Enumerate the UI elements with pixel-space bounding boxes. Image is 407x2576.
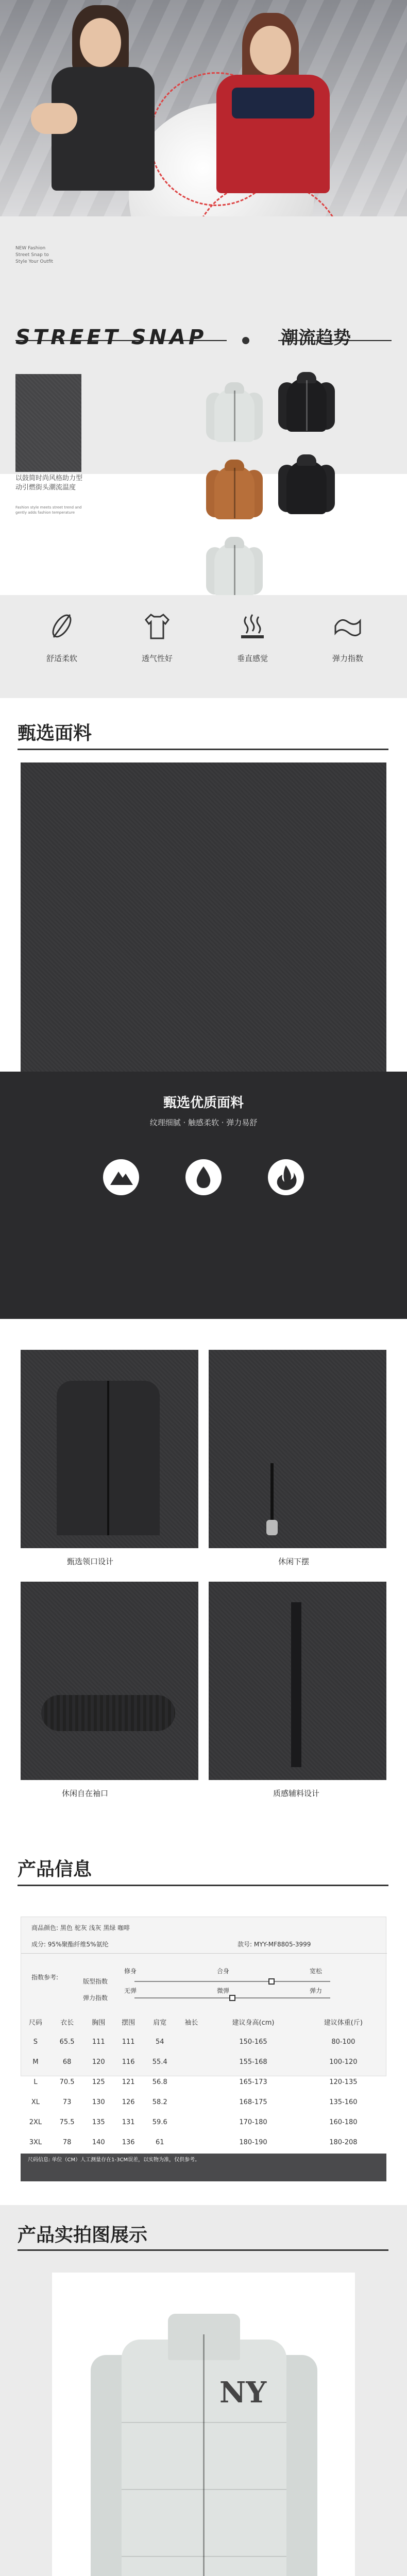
feature-row xyxy=(0,595,407,698)
index-right-label: 宽松 xyxy=(310,1968,323,1975)
snap-intro-line: NEW Fashion xyxy=(15,246,46,251)
size-table-cell: 3XL xyxy=(29,2139,42,2146)
feature-label: 舒适柔软 xyxy=(46,654,77,663)
size-table-cell: 155-168 xyxy=(239,2058,267,2066)
table-row xyxy=(21,2112,386,2132)
detail-trim-image xyxy=(209,1582,386,1780)
size-table-cell: 100-120 xyxy=(329,2058,358,2066)
size-table-cell: 165-173 xyxy=(239,2078,267,2086)
fabric-feature-panel xyxy=(0,1072,407,1319)
table-row xyxy=(21,2032,386,2052)
size-table-cell: 120 xyxy=(92,2058,105,2066)
street-snap-section xyxy=(0,216,407,515)
fabric-swatch xyxy=(15,374,81,472)
index-heading: 指数参考: xyxy=(31,1974,59,1981)
size-table-cell xyxy=(176,2052,206,2072)
index-mid-label: 合身 xyxy=(217,1968,230,1975)
size-table-cell: 180-208 xyxy=(329,2139,358,2146)
size-table-cell: 131 xyxy=(122,2119,135,2126)
snap-dot xyxy=(242,337,249,344)
jacket-light-photo: NY xyxy=(91,2293,317,2576)
hero-banner xyxy=(0,0,407,216)
size-table-cell: 59.6 xyxy=(152,2119,167,2126)
table-row xyxy=(21,2132,386,2153)
size-table-cell: XL xyxy=(31,2098,40,2106)
fabric-header-bar xyxy=(18,749,388,750)
size-tip: 尺码信息: 单位（CM）人工测量存在1-3CM误差，以实物为准，仅供参考。 xyxy=(21,2154,386,2181)
size-table-cell: 135 xyxy=(92,2119,105,2126)
snap-intro xyxy=(15,245,118,265)
feature-drape xyxy=(206,611,299,664)
size-table-cell: 116 xyxy=(122,2058,135,2066)
detail-label: 休闲自在袖口 xyxy=(62,1789,109,1798)
stretch-left-label: 无弹 xyxy=(124,1987,137,1994)
table-row xyxy=(21,2072,386,2092)
size-table-cell: 80-100 xyxy=(331,2038,355,2046)
size-table-cell: 68 xyxy=(62,2058,72,2066)
size-table-cell: 75.5 xyxy=(59,2119,75,2126)
detail-cuff-image xyxy=(21,1582,198,1780)
feature-label: 弹力指数 xyxy=(332,654,363,663)
fabric-closeup xyxy=(21,762,386,1072)
photo-header-title: 产品实拍图展示 xyxy=(18,2225,148,2246)
stretch-mid-label: 微弹 xyxy=(217,1987,230,1994)
snap-title-cn: 潮流趋势 xyxy=(281,328,351,348)
mountain-icon xyxy=(103,1159,139,1195)
size-table-header-cell: 摆围 xyxy=(122,2019,135,2027)
drop-icon xyxy=(185,1159,222,1195)
photo-card-light xyxy=(52,2272,355,2576)
size-table-cell: 55.4 xyxy=(152,2058,167,2066)
detail-hem-image xyxy=(209,1350,386,1548)
product-info-header xyxy=(0,1855,407,1891)
size-table-cell: M xyxy=(32,2058,39,2066)
feather-icon xyxy=(46,611,77,641)
stretch-index-knob xyxy=(229,1995,235,2001)
size-table-header-cell: 尺码 xyxy=(28,2019,42,2027)
fabric-caption-sub: 纹理细腻 · 触感柔软 · 弹力易舒 xyxy=(149,1118,258,1127)
size-table-cell: 160-180 xyxy=(329,2119,358,2126)
photo-header-bar xyxy=(18,2249,388,2251)
thumb-jacket-black xyxy=(278,371,335,433)
detail-label: 休闲下摆 xyxy=(278,1557,310,1566)
size-table-cell xyxy=(176,2112,206,2132)
size-table-header xyxy=(21,2012,386,2032)
color-row xyxy=(31,1923,397,1932)
size-table-cell xyxy=(176,2092,206,2112)
size-table-cell xyxy=(176,2072,206,2092)
size-table-cell: 121 xyxy=(122,2078,135,2086)
stretch-icon xyxy=(332,611,363,641)
shirt-icon xyxy=(142,611,173,641)
fit-index-slider xyxy=(134,1981,330,1982)
material-value: 95%聚酯纤维5%氨纶 xyxy=(47,1941,109,1948)
product-info-bar xyxy=(18,1885,388,1886)
feature-breathable xyxy=(111,611,204,664)
swatch-subtext: Fashion style meets street trend and gently adds fashion temperature xyxy=(15,505,82,515)
stretch-right-label: 弹力 xyxy=(310,1987,323,1994)
size-table-cell: 70.5 xyxy=(59,2078,75,2086)
color-label: 商品颜色: xyxy=(31,1924,59,1931)
size-table-cell: 135-160 xyxy=(329,2098,358,2106)
table-row xyxy=(21,2092,386,2112)
snap-intro-line: Style Your Outfit xyxy=(15,259,54,264)
size-table-cell: 65.5 xyxy=(59,2038,75,2046)
feature-soft xyxy=(15,611,108,664)
size-table-cell: 150-165 xyxy=(239,2038,267,2046)
fit-index-name: 版型指数 xyxy=(83,1978,108,1985)
fabric-header-title: 甄选面料 xyxy=(18,723,92,744)
stretch-index-name: 弹力指数 xyxy=(83,1994,108,2002)
size-table-cell: 140 xyxy=(92,2139,105,2146)
size-table-cell: 54 xyxy=(155,2038,164,2046)
flame-icon xyxy=(268,1159,304,1195)
size-table-header-cell: 胸围 xyxy=(92,2019,106,2027)
thumb-jacket-light-2 xyxy=(206,536,263,598)
thumb-jacket-camel xyxy=(206,459,263,520)
detail-label: 甄选领口设计 xyxy=(67,1557,114,1566)
size-table-header-cell: 袖长 xyxy=(184,2019,198,2027)
size-table-header-cell: 建议体重(斤) xyxy=(324,2019,363,2027)
color-value: 黑色 驼灰 浅灰 黑绿 咖啡 xyxy=(60,1924,130,1931)
photo-header xyxy=(0,2221,407,2257)
feature-label: 垂直感觉 xyxy=(236,654,268,663)
size-table-cell: 180-190 xyxy=(239,2139,267,2146)
size-table-cell: 125 xyxy=(92,2078,105,2086)
size-table-header-cell: 肩宽 xyxy=(153,2019,167,2027)
size-table-cell: 56.8 xyxy=(152,2078,167,2086)
table-row xyxy=(21,2052,386,2072)
size-table-cell xyxy=(176,2032,206,2052)
snap-intro-line: Street Snap to xyxy=(15,252,49,258)
snap-title-en: STREET SNAP xyxy=(15,326,207,349)
size-table xyxy=(21,2012,386,2153)
detail-label: 质感辅料设计 xyxy=(273,1789,320,1798)
size-table-cell: 73 xyxy=(62,2098,72,2106)
fabric-header xyxy=(0,719,407,760)
size-table-header-cell: 衣长 xyxy=(60,2019,74,2027)
size-table-cell: 136 xyxy=(122,2139,135,2146)
stretch-index-slider xyxy=(134,1997,330,1998)
size-table-cell: 130 xyxy=(92,2098,105,2106)
size-table-cell: 61 xyxy=(155,2139,164,2146)
size-table-cell: 78 xyxy=(62,2139,72,2146)
swatch-text: 以鼓简时尚风格助力型动引燃街头潮流温度 xyxy=(15,474,83,492)
divider-gap xyxy=(227,334,278,346)
material-label: 成分: xyxy=(31,1941,46,1948)
size-table-cell: 170-180 xyxy=(239,2119,267,2126)
size-table-cell: 111 xyxy=(92,2038,105,2046)
size-table-cell xyxy=(176,2132,206,2153)
index-left-label: 修身 xyxy=(124,1968,137,1975)
heat-icon xyxy=(237,611,268,641)
size-table-cell: 58.2 xyxy=(152,2098,167,2106)
size-table-header-cell: 建议身高(cm) xyxy=(232,2019,275,2027)
size-table-cell: 111 xyxy=(122,2038,135,2046)
detail-collar-image xyxy=(21,1350,198,1548)
thumb-jacket-light xyxy=(206,381,263,443)
fabric-caption-title: 甄选优质面料 xyxy=(163,1095,244,1111)
size-table-cell: 2XL xyxy=(29,2119,42,2126)
size-table-cell: L xyxy=(33,2078,38,2086)
fit-index-knob xyxy=(268,1978,275,1985)
size-table-cell: S xyxy=(33,2038,38,2046)
feature-stretch xyxy=(301,611,394,664)
size-table-cell: 126 xyxy=(122,2098,135,2106)
size-table-cell: 120-135 xyxy=(329,2078,358,2086)
size-table-cell: 168-175 xyxy=(239,2098,267,2106)
thumb-jacket-black-2 xyxy=(278,453,335,515)
product-info-title: 产品信息 xyxy=(18,1859,92,1880)
sku-value: 款号: MYY-MF8805-3999 xyxy=(238,1941,311,1948)
feature-label: 透气性好 xyxy=(141,654,173,663)
